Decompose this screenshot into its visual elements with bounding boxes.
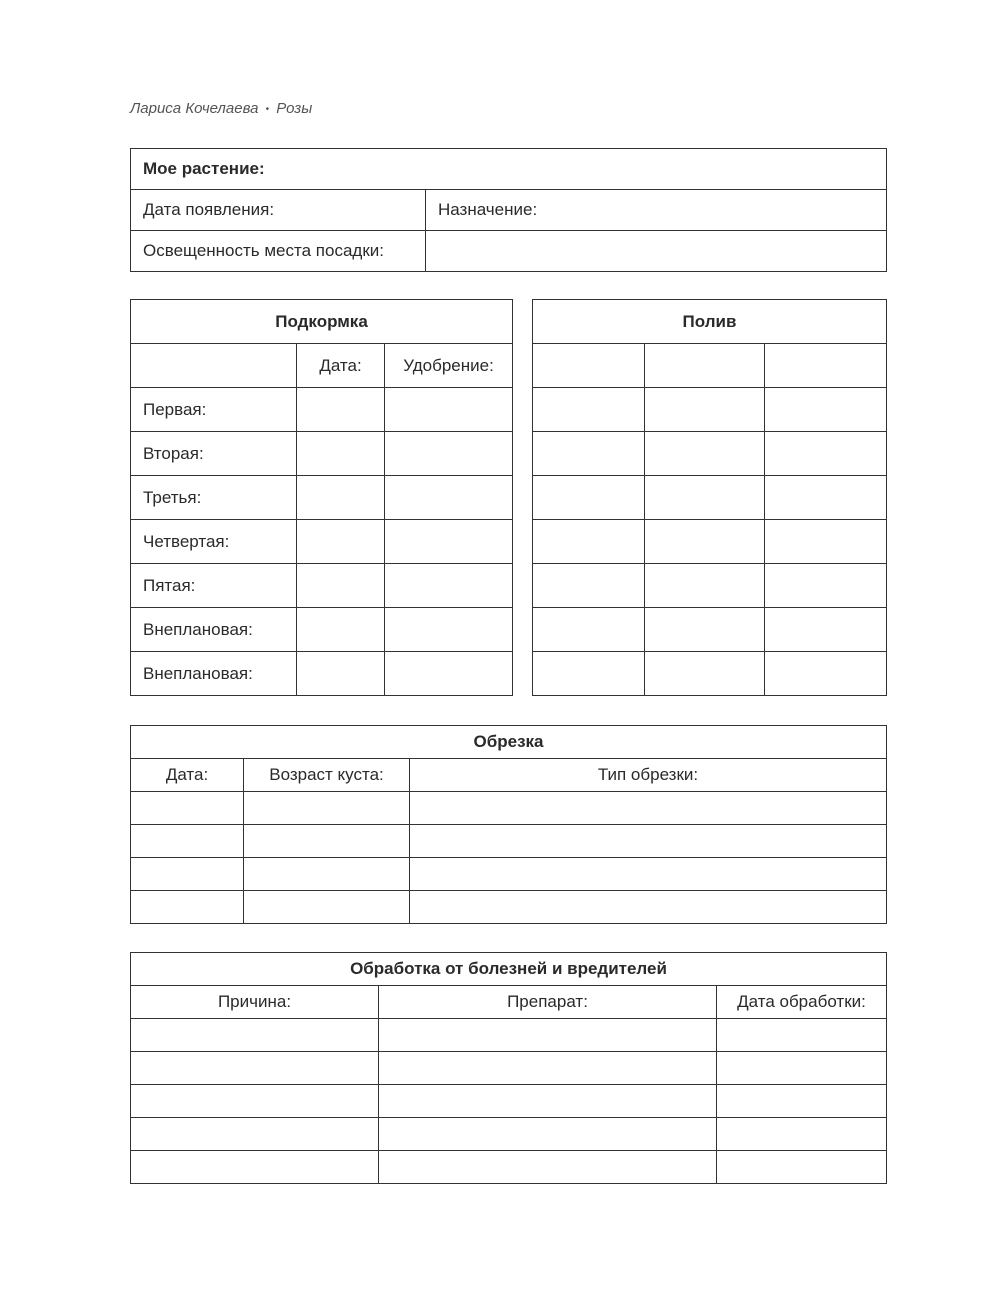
- watering-cell: [533, 344, 645, 388]
- pruning-cell: [131, 858, 244, 891]
- watering-cell: [765, 520, 887, 564]
- watering-cell: [645, 652, 765, 696]
- treatment-title: Обработка от болезней и вредителей: [131, 953, 887, 986]
- feeding-fertilizer-cell: [385, 476, 513, 520]
- feeding-row: [131, 520, 513, 564]
- feeding-row: [131, 652, 513, 696]
- watering-cell: [765, 344, 887, 388]
- treatment-cell: [131, 1151, 379, 1184]
- pruning-row: [131, 891, 887, 924]
- pruning-cell: [131, 825, 244, 858]
- pruning-cell: [410, 825, 887, 858]
- feeding-row-label: Внеплановая:: [131, 608, 297, 652]
- watering-row: [533, 608, 887, 652]
- plant-info-table: [130, 148, 887, 272]
- watering-cell: [645, 432, 765, 476]
- treatment-cell: [131, 1052, 379, 1085]
- watering-cell: [533, 432, 645, 476]
- running-head-title: Розы: [276, 100, 313, 117]
- treatment-cell: [379, 1085, 717, 1118]
- feeding-col-fertilizer: Удобрение:: [385, 344, 513, 388]
- my-plant-label: Мое растение:: [131, 149, 887, 190]
- running-head: [130, 100, 312, 117]
- watering-cell: [533, 520, 645, 564]
- treatment-cell: [717, 1085, 887, 1118]
- watering-table: [532, 299, 887, 696]
- treatment-row: [131, 1019, 887, 1052]
- pruning-col-type: Тип обрезки:: [410, 759, 887, 792]
- treatment-cell: [379, 1118, 717, 1151]
- treatment-col-product: Препарат:: [379, 986, 717, 1019]
- treatment-col-date: Дата обработки:: [717, 986, 887, 1019]
- feeding-row-label: Вторая:: [131, 432, 297, 476]
- pruning-cell: [131, 891, 244, 924]
- running-head-author: Лариса Кочелаева: [130, 100, 259, 117]
- feeding-row-label: Третья:: [131, 476, 297, 520]
- treatment-cell: [379, 1019, 717, 1052]
- running-head-separator: •: [265, 104, 270, 115]
- feeding-row: [131, 564, 513, 608]
- watering-cell: [645, 520, 765, 564]
- watering-cell: [765, 652, 887, 696]
- feeding-date-cell: [297, 476, 385, 520]
- watering-row: [533, 652, 887, 696]
- treatment-cell: [379, 1151, 717, 1184]
- appearance-date-label: Дата появления:: [131, 190, 426, 231]
- treatment-table: [130, 952, 887, 1184]
- feeding-fertilizer-cell: [385, 652, 513, 696]
- feeding-row: [131, 476, 513, 520]
- watering-cell: [645, 476, 765, 520]
- watering-cell: [765, 564, 887, 608]
- pruning-cell: [410, 891, 887, 924]
- treatment-cell: [717, 1019, 887, 1052]
- treatment-cell: [717, 1151, 887, 1184]
- feeding-row: [131, 608, 513, 652]
- watering-row: [533, 432, 887, 476]
- watering-row: [533, 520, 887, 564]
- pruning-cell: [410, 858, 887, 891]
- purpose-label: Назначение:: [426, 190, 887, 231]
- treatment-row: [131, 1151, 887, 1184]
- watering-cell: [645, 344, 765, 388]
- feeding-row-label: Четвертая:: [131, 520, 297, 564]
- pruning-row: [131, 825, 887, 858]
- feeding-row: [131, 432, 513, 476]
- pruning-cell: [410, 792, 887, 825]
- feeding-date-cell: [297, 564, 385, 608]
- watering-row: [533, 344, 887, 388]
- watering-cell: [765, 432, 887, 476]
- pruning-col-age: Возраст куста:: [244, 759, 410, 792]
- feeding-date-cell: [297, 608, 385, 652]
- pruning-row: [131, 858, 887, 891]
- pruning-cell: [244, 858, 410, 891]
- pruning-cell: [244, 792, 410, 825]
- watering-cell: [645, 564, 765, 608]
- watering-title: Полив: [533, 300, 887, 344]
- feeding-header-empty: [131, 344, 297, 388]
- pruning-cell: [244, 825, 410, 858]
- treatment-cell: [717, 1052, 887, 1085]
- feeding-date-cell: [297, 432, 385, 476]
- watering-row: [533, 564, 887, 608]
- feeding-table: [130, 299, 513, 696]
- feeding-fertilizer-cell: [385, 608, 513, 652]
- feeding-row-label: Внеплановая:: [131, 652, 297, 696]
- treatment-row: [131, 1085, 887, 1118]
- watering-cell: [765, 388, 887, 432]
- pruning-row: [131, 792, 887, 825]
- treatment-cell: [717, 1118, 887, 1151]
- treatment-row: [131, 1052, 887, 1085]
- watering-cell: [645, 388, 765, 432]
- watering-row: [533, 388, 887, 432]
- watering-cell: [533, 564, 645, 608]
- pruning-col-date: Дата:: [131, 759, 244, 792]
- feeding-title: Подкормка: [131, 300, 513, 344]
- treatment-cell: [131, 1085, 379, 1118]
- watering-cell: [765, 476, 887, 520]
- light-label: Освещенность места посадки:: [131, 231, 426, 272]
- feeding-fertilizer-cell: [385, 520, 513, 564]
- watering-row: [533, 476, 887, 520]
- feeding-row: [131, 388, 513, 432]
- treatment-cell: [131, 1019, 379, 1052]
- pruning-title: Обрезка: [131, 726, 887, 759]
- pruning-table: [130, 725, 887, 924]
- feeding-date-cell: [297, 520, 385, 564]
- feeding-col-date: Дата:: [297, 344, 385, 388]
- watering-cell: [533, 608, 645, 652]
- feeding-date-cell: [297, 652, 385, 696]
- light-value-cell: [426, 231, 887, 272]
- treatment-cell: [131, 1118, 379, 1151]
- feeding-fertilizer-cell: [385, 564, 513, 608]
- feeding-fertilizer-cell: [385, 432, 513, 476]
- treatment-col-reason: Причина:: [131, 986, 379, 1019]
- feeding-fertilizer-cell: [385, 388, 513, 432]
- pruning-cell: [244, 891, 410, 924]
- feeding-row-label: Пятая:: [131, 564, 297, 608]
- watering-cell: [533, 476, 645, 520]
- treatment-cell: [379, 1052, 717, 1085]
- treatment-row: [131, 1118, 887, 1151]
- watering-cell: [765, 608, 887, 652]
- feeding-date-cell: [297, 388, 385, 432]
- watering-cell: [533, 388, 645, 432]
- pruning-cell: [131, 792, 244, 825]
- watering-cell: [645, 608, 765, 652]
- watering-cell: [533, 652, 645, 696]
- feeding-row-label: Первая:: [131, 388, 297, 432]
